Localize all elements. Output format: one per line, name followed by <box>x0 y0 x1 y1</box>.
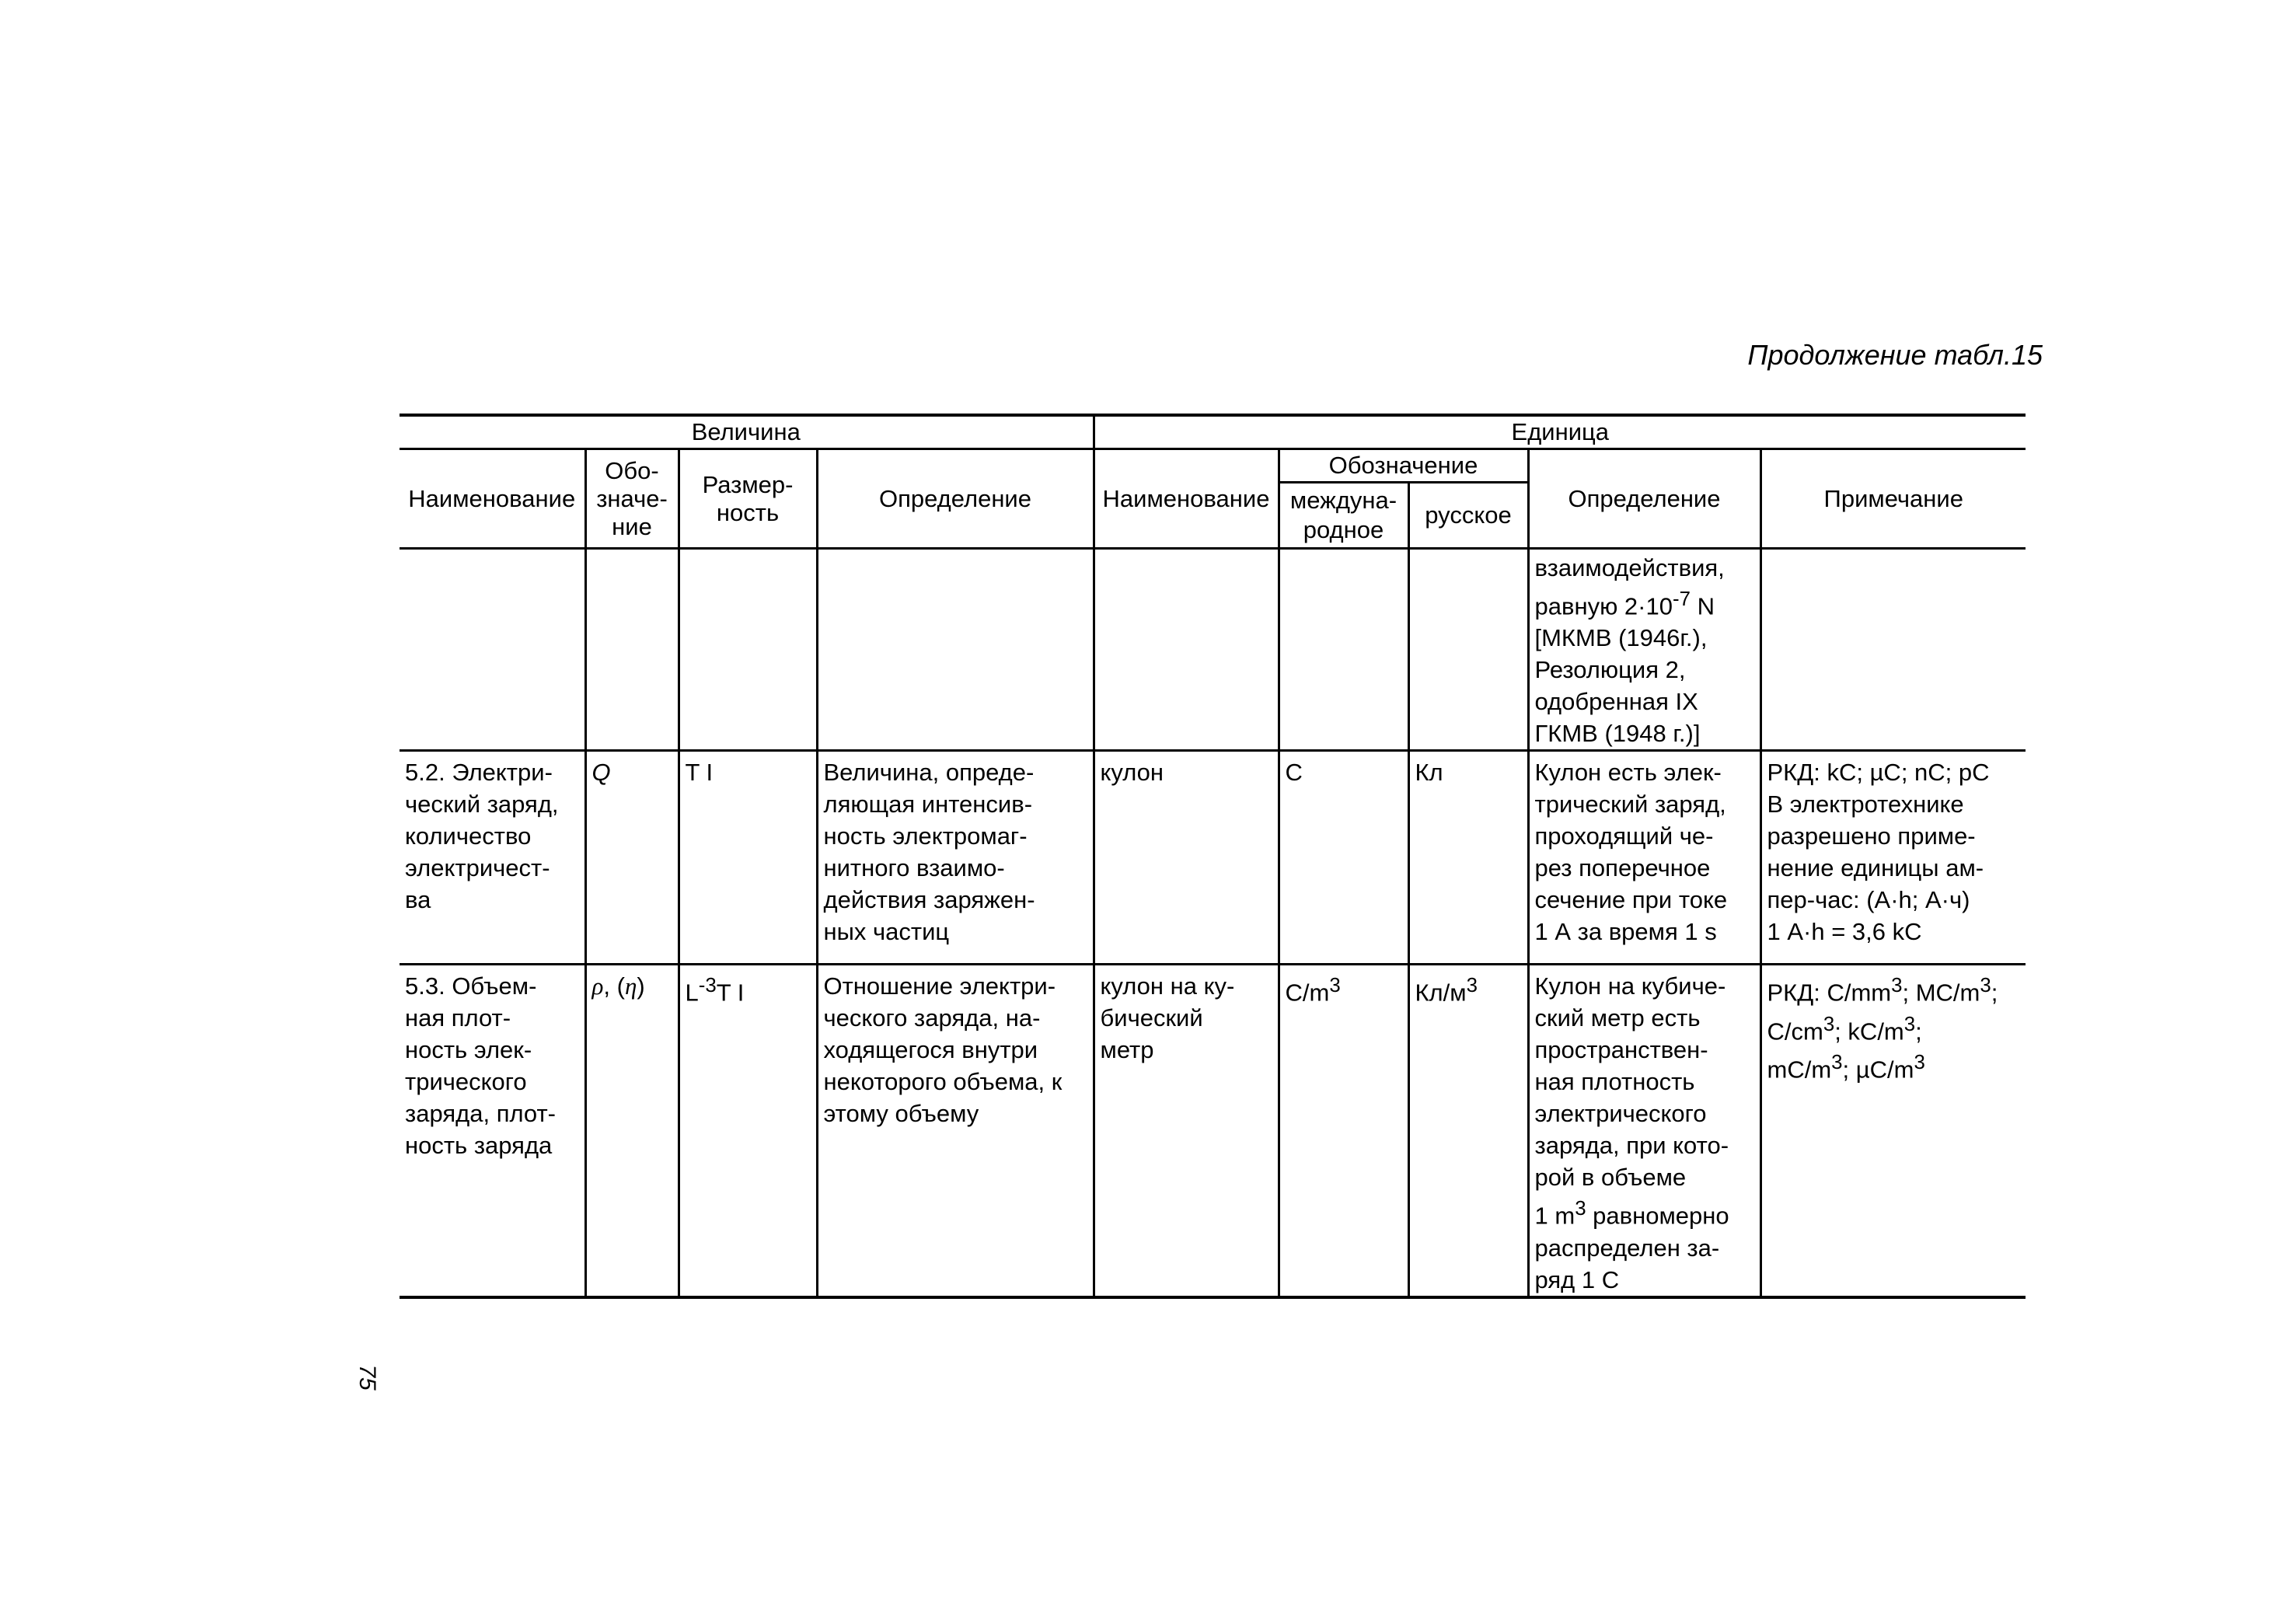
exponent: -3 <box>698 975 717 997</box>
dimension-rest: T I <box>716 979 745 1007</box>
cell-name <box>400 549 585 751</box>
unit-definition-text: N [МКМВ (1946г.), Резолюция 2, одобренная IX ГКМВ (1948 г.)] <box>1534 592 1715 748</box>
cell-russian: Кл <box>1408 751 1528 965</box>
cell-unit-definition <box>1528 965 1760 1297</box>
exponent: 3 <box>1891 975 1903 997</box>
cell-unit-definition: Кулон есть элек- трический заряд, проходящий че- рез поперечное сечение при токе 1 А за время 1 s <box>1528 751 1760 965</box>
note-text: РКД: C/mm <box>1767 979 1892 1007</box>
table-row <box>400 965 2026 1297</box>
cell-dimension: T I <box>679 751 817 965</box>
header-unit-name: Наименование <box>1094 449 1279 549</box>
exponent: -7 <box>1672 588 1691 610</box>
cell-unit-name: кулон на ку- бический метр <box>1094 965 1279 1297</box>
cell-international: C <box>1279 751 1408 965</box>
exponent: 3 <box>1980 975 1991 997</box>
cell-definition <box>817 549 1094 751</box>
cell-note <box>1760 549 2026 751</box>
cell-unit-definition <box>1528 549 1760 751</box>
unit-definition-text: взаимодействия, равную 2·10 <box>1534 554 1725 620</box>
header-name: Наименование <box>400 449 585 549</box>
header-definition: Определение <box>817 449 1094 549</box>
exponent: 3 <box>1466 975 1478 997</box>
symbol-eta: η <box>624 972 637 1000</box>
unit-definition-text: Кулон на кубиче- ский метр есть пространствен- ная плотность электрического заряда, при кото- рой в объеме 1 m <box>1534 972 1729 1230</box>
cell-russian <box>1408 965 1528 1297</box>
cell-symbol: ρ, (η) <box>585 965 679 1297</box>
symbol-rho: ρ <box>591 972 604 1000</box>
cell-definition: Величина, опреде- ляющая интенсив- ность электромаг- нитного взаимо- действия заряжен- ных частиц <box>817 751 1094 965</box>
russian-base: Кл/м <box>1415 979 1467 1007</box>
international-base: C/m <box>1285 979 1330 1007</box>
cell-name: 5.2. Электри- ческий заряд, количество электричест- ва <box>400 751 585 965</box>
dimension-base: L <box>685 979 699 1007</box>
header-group-row <box>400 415 2026 449</box>
cell-unit-name: кулон <box>1094 751 1279 965</box>
header-unit-group: Единица <box>1094 415 2026 449</box>
header-russian: русское <box>1408 483 1528 549</box>
cell-symbol <box>585 549 679 751</box>
table-caption: Продолжение табл.15 <box>1747 339 2043 371</box>
note-text: ; µC/m <box>1842 1056 1914 1084</box>
cell-symbol: Q <box>585 751 679 965</box>
header-note: Примечание <box>1760 449 2026 549</box>
header-international: междуна- родное <box>1279 483 1408 549</box>
header-dimension: Размер- ность <box>679 449 817 549</box>
cell-note <box>1760 965 2026 1297</box>
note-text: ; kC/m <box>1834 1017 1904 1045</box>
exponent: 3 <box>1831 1051 1843 1073</box>
header-unit-definition: Определение <box>1528 449 1760 549</box>
cell-dimension <box>679 549 817 751</box>
header-quantity-group: Величина <box>400 415 1094 449</box>
note-text: ; mC/m <box>1767 1017 1922 1084</box>
table-row <box>400 751 2026 965</box>
header-symbol: Обо- значе- ние <box>585 449 679 549</box>
table-row <box>400 549 2026 751</box>
cell-unit-name <box>1094 549 1279 751</box>
cell-international <box>1279 965 1408 1297</box>
cell-dimension <box>679 965 817 1297</box>
cell-russian <box>1408 549 1528 751</box>
page-number: 75 <box>354 1364 380 1391</box>
exponent: 3 <box>1823 1013 1835 1035</box>
cell-name: 5.3. Объем- ная плот- ность элек- трического заряда, плот- ность заряда <box>400 965 585 1297</box>
header-row <box>400 449 2026 483</box>
exponent: 3 <box>1329 975 1341 997</box>
exponent: 3 <box>1575 1198 1586 1220</box>
exponent: 3 <box>1914 1051 1925 1073</box>
cell-international <box>1279 549 1408 751</box>
units-table <box>400 414 2026 1299</box>
header-designation: Обозначение <box>1279 449 1528 483</box>
cell-note: РКД: kC; µC; nC; pC В электротехнике разрешено приме- нение единицы ам- пер-час: (A·h; А·ч) 1 A·h = 3,6 kC <box>1760 751 2026 965</box>
note-text: ; C/cm <box>1767 979 1998 1045</box>
unit-definition-text: равномерно распределен за- ряд 1 C <box>1534 1202 1729 1293</box>
note-text: ; MC/m <box>1902 979 1980 1007</box>
cell-definition: Отношение электри- ческого заряда, на- ходящегося внутри некоторого объема, к этому объему <box>817 965 1094 1297</box>
exponent: 3 <box>1903 1013 1916 1035</box>
